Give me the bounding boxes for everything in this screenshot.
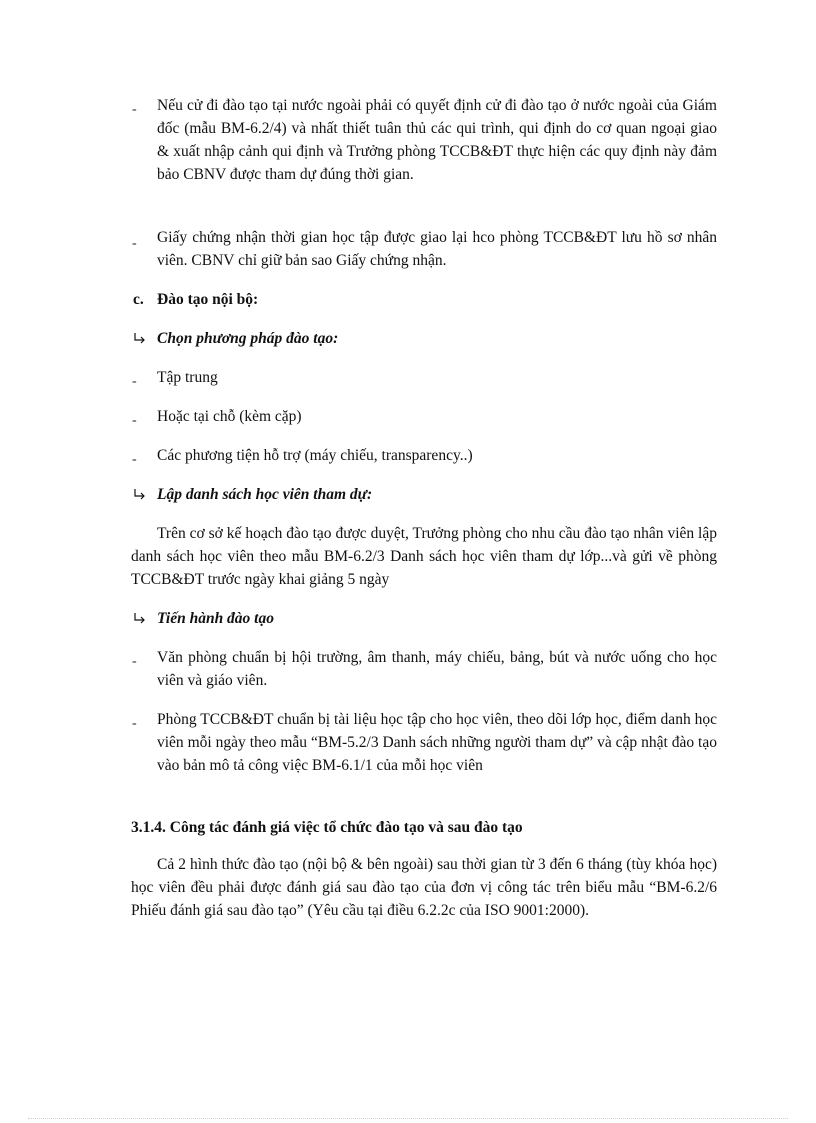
section-c-label: c. (133, 291, 144, 308)
paragraph-attendee-list: Trên cơ sở kế hoạch đào tạo được duyệt, Trưởng phòng cho nhu cầu đào tạo nhân viên lập danh sách học viên theo mẫu BM-6.2/3 Danh sách học viên tham dự lớp...và gửi về phòng TCCB&ĐT trước ngày khai giảng 5 ngày (131, 525, 717, 588)
paragraph-office-prep: Văn phòng chuẩn bị hội trường, âm thanh, máy chiếu, bảng, bút và nước uống cho học viên và giáo viên. (157, 649, 717, 689)
arrow-turn-right-down-icon (132, 487, 148, 503)
arrow-turn-right-down-icon (132, 611, 148, 627)
bullet-dash: - (132, 413, 137, 428)
bullet-dash: - (132, 654, 137, 669)
heading-attendee-list: Lập danh sách học viên tham dự: (157, 486, 373, 503)
section-c-title: Đào tạo nội bộ: (157, 291, 259, 308)
heading-choose-method: Chọn phương pháp đào tạo: (157, 330, 339, 347)
method-concentrated: Tập trung (157, 369, 218, 386)
bullet-dash: - (132, 102, 137, 117)
method-on-site: Hoặc tại chỗ (kèm cặp) (157, 408, 302, 425)
bullet-dash: - (132, 452, 137, 467)
paragraph-evaluation: Cả 2 hình thức đào tạo (nội bộ & bên ngoài) sau thời gian từ 3 đến 6 tháng (tùy khóa học) học viên đều phải được đánh giá sau đào tạo của đơn vị công tác trên biểu mẫu “BM-6.2/6 Phiếu đánh giá sau đào tạo” (Yêu cầu tại điều 6.2.2c của ISO 9001:2000). (131, 856, 717, 919)
bullet-dash: - (132, 236, 137, 251)
paragraph-abroad-training: Nếu cử đi đào tạo tại nước ngoài phải có quyết định cử đi đào tạo ở nước ngoài của Giám đốc (mẫu BM-6.2/4) và nhất thiết tuân thủ các qui trình, qui định do cơ quan ngoại giao & xuất nhập cảnh qui định và Trưởng phòng TCCB&ĐT thực hiện các quy định này đảm bảo CBNV được tham dự đúng thời gian. (157, 97, 717, 183)
page-bottom-divider (28, 1118, 788, 1119)
section-title-3-1-4: 3.1.4. Công tác đánh giá việc tổ chức đào tạo và sau đào tạo (131, 819, 523, 836)
arrow-turn-right-down-icon (132, 331, 148, 347)
paragraph-certificate: Giấy chứng nhận thời gian học tập được giao lại hco phòng TCCB&ĐT lưu hồ sơ nhân viên. CBNV chỉ giữ bản sao Giấy chứng nhận. (157, 229, 717, 269)
bullet-dash: - (132, 716, 137, 731)
heading-conduct-training: Tiến hành đào tạo (157, 610, 274, 627)
method-support-tools: Các phương tiện hỗ trợ (máy chiếu, transparency..) (157, 447, 473, 464)
bullet-dash: - (132, 374, 137, 389)
paragraph-tccb-prep: Phòng TCCB&ĐT chuẩn bị tài liệu học tập cho học viên, theo dõi lớp học, điểm danh học viên mỗi ngày theo mẫu “BM-5.2/3 Danh sách những người tham dự” và cập nhật đào tạo vào bản mô tả công việc BM-6.1/1 của mỗi học viên (157, 711, 717, 774)
